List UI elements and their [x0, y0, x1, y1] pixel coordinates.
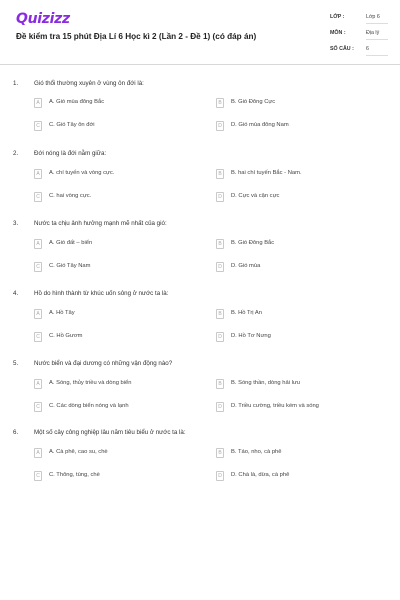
option-text: C. hai vòng cực.	[49, 193, 92, 199]
question-text: Gió thổi thường xuyên ở vùng ôn đới là:	[34, 80, 144, 87]
option-text: C. Thông, tùng, chè	[49, 472, 100, 478]
option-text: A. Gió đất – biển	[49, 240, 93, 246]
question-number: 3.	[13, 220, 19, 227]
option-text: C. Hồ Gươm	[49, 333, 83, 339]
option-text: B. hai chí tuyến Bắc - Nam.	[231, 170, 302, 176]
option-letter-box: B	[216, 448, 224, 458]
meta-value: 6	[366, 45, 388, 56]
option-letter-box: B	[216, 239, 224, 249]
option-text: B. Táo, nho, cà phê	[231, 449, 282, 455]
meta-label: LỚP :	[330, 14, 345, 20]
question-text: Một số cây công nghiệp lâu năm tiêu biểu ở nước ta là:	[34, 429, 186, 436]
option-text: B. Gió Đông Bắc	[231, 240, 275, 246]
option-letter-box: D	[216, 471, 224, 481]
question-text: Nước biển và đại dương có những vận động nào?	[34, 360, 173, 367]
question-text: Đới nóng là đới nằm giữa:	[34, 150, 107, 157]
meta-value: Địa lý	[366, 29, 388, 40]
option-letter-box: A	[34, 98, 42, 108]
option-text: D. Gió mùa	[231, 263, 261, 269]
meta-label: MÔN :	[330, 30, 346, 36]
option-letter-box: D	[216, 262, 224, 272]
meta-row-class	[330, 13, 388, 26]
option-letter-box: A	[34, 448, 42, 458]
question-number: 1.	[13, 80, 19, 87]
question-number: 2.	[13, 150, 19, 157]
option-text: A. Cà phê, cao su, chè	[49, 449, 108, 455]
meta-value: Lớp 6	[366, 13, 388, 24]
option-text: C. Gió Tây Nam	[49, 263, 91, 269]
question-text: Nước ta chịu ảnh hưởng mạnh mẽ nhất của gió:	[34, 220, 167, 227]
option-letter-box: A	[34, 309, 42, 319]
option-letter-box: C	[34, 121, 42, 131]
header-divider	[0, 64, 400, 65]
option-letter-box: D	[216, 332, 224, 342]
option-text: A. chí tuyến và vòng cực.	[49, 170, 115, 176]
option-letter-box: C	[34, 402, 42, 412]
meta-label: SỐ CÂU :	[330, 46, 354, 52]
option-text: B. Hồ Trị An	[231, 310, 262, 316]
option-text: D. Cực và cận cực	[231, 193, 280, 199]
option-text: D. Hồ Tơ Nưng	[231, 333, 271, 339]
option-text: B. Sóng thần, dòng hải lưu	[231, 380, 300, 386]
option-letter-box: A	[34, 169, 42, 179]
option-letter-box: C	[34, 262, 42, 272]
option-text: C. Gió Tây ôn đới	[49, 122, 95, 128]
question-number: 4.	[13, 290, 19, 297]
option-letter-box: C	[34, 192, 42, 202]
option-letter-box: C	[34, 471, 42, 481]
option-letter-box: B	[216, 98, 224, 108]
worksheet-title: Đề kiểm tra 15 phút Địa Lí 6 Học kì 2 (Lần 2 - Đề 1) (có đáp án)	[16, 32, 257, 41]
option-letter-box: D	[216, 402, 224, 412]
option-letter-box: D	[216, 121, 224, 131]
option-letter-box: C	[34, 332, 42, 342]
question-number: 5.	[13, 360, 19, 367]
worksheet-meta	[330, 13, 388, 61]
option-text: D. Gió mùa đông Nam	[231, 122, 289, 128]
option-text: A. Sóng, thủy triều và dòng biển	[49, 380, 132, 386]
meta-row-subject	[330, 29, 388, 42]
option-text: B. Gió Đông Cực	[231, 99, 276, 105]
worksheet-header	[0, 0, 400, 62]
option-letter-box: B	[216, 379, 224, 389]
option-letter-box: D	[216, 192, 224, 202]
option-text: D. Triều cường, triều kém và sóng	[231, 403, 319, 409]
option-text: A. Gió mùa đông Bắc	[49, 99, 105, 105]
question-number: 6.	[13, 429, 19, 436]
option-text: A. Hồ Tây	[49, 310, 75, 316]
option-letter-box: A	[34, 239, 42, 249]
option-letter-box: B	[216, 169, 224, 179]
option-letter-box: B	[216, 309, 224, 319]
quizizz-logo: Quizizz	[16, 11, 70, 27]
meta-row-question-count	[330, 45, 388, 58]
question-text: Hồ do hình thành từ khúc uốn sông ở nước ta là:	[34, 290, 169, 297]
option-text: C. Các dòng biển nóng và lạnh	[49, 403, 129, 409]
option-letter-box: A	[34, 379, 42, 389]
option-text: D. Chà là, dừa, cà phê	[231, 472, 290, 478]
